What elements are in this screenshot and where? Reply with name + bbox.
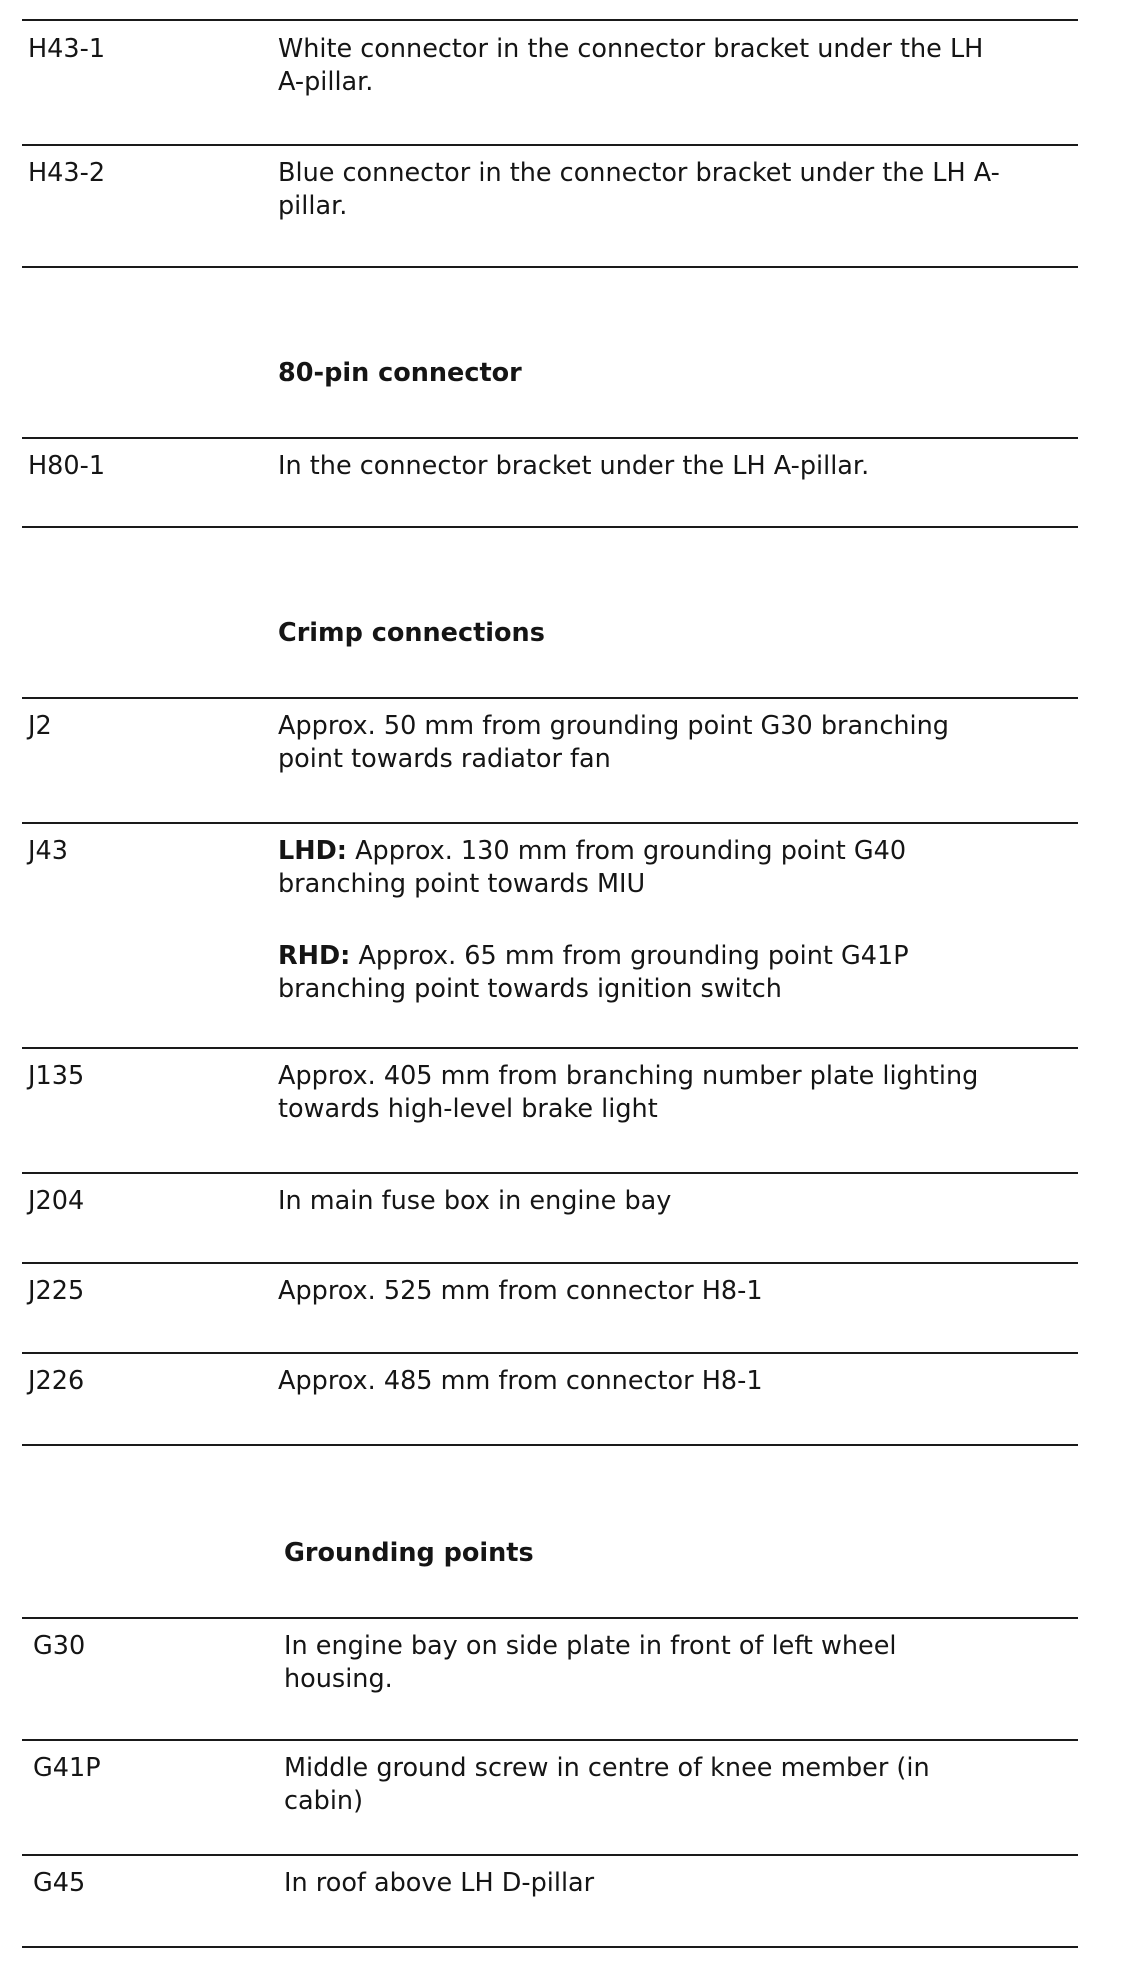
row-description-line: branching point towards ignition switch	[278, 974, 782, 1004]
table-rule	[22, 266, 1078, 268]
table-rule	[22, 1172, 1078, 1174]
table-rule	[22, 526, 1078, 528]
row-description-line: towards high-level brake light	[278, 1094, 658, 1124]
table-rule	[22, 1047, 1078, 1049]
row-code: J43	[28, 836, 68, 866]
table-rule	[22, 1854, 1078, 1856]
row-description-line: housing.	[284, 1664, 393, 1694]
table-rule	[22, 144, 1078, 146]
rhd-text: Approx. 65 mm from grounding point G41P	[350, 941, 909, 971]
section-heading: 80-pin connector	[278, 358, 522, 388]
table-rule	[22, 1352, 1078, 1354]
row-description-line: Approx. 485 mm from connector H8-1	[278, 1366, 763, 1396]
section-heading: Grounding points	[284, 1538, 534, 1568]
row-description-line: branching point towards MIU	[278, 869, 646, 899]
row-description-line	[278, 940, 909, 973]
row-code: J2	[28, 711, 52, 741]
row-description-line: In engine bay on side plate in front of left wheel	[284, 1631, 897, 1661]
row-code: J135	[28, 1061, 85, 1091]
row-description-line: Approx. 525 mm from connector H8-1	[278, 1276, 763, 1306]
row-description-line: Blue connector in the connector bracket under the LH A-	[278, 158, 1000, 188]
lhd-label: LHD:	[278, 836, 347, 866]
row-description-line: Approx. 405 mm from branching number plate lighting	[278, 1061, 979, 1091]
table-rule	[22, 437, 1078, 439]
table-rule	[22, 822, 1078, 824]
row-code: J204	[28, 1186, 85, 1216]
lhd-text: Approx. 130 mm from grounding point G40	[346, 836, 907, 866]
row-description-line: cabin)	[284, 1786, 364, 1816]
row-code: J226	[28, 1366, 85, 1396]
table-rule	[22, 19, 1078, 21]
row-code: J225	[28, 1276, 85, 1306]
row-code: H43-2	[28, 158, 106, 188]
table-rule	[22, 1262, 1078, 1264]
table-rule	[22, 697, 1078, 699]
row-description-line: In roof above LH D-pillar	[284, 1868, 595, 1898]
table-rule	[22, 1617, 1078, 1619]
row-code: G30	[33, 1631, 86, 1661]
row-code: H80-1	[28, 451, 106, 481]
row-description-line: White connector in the connector bracket under the LH	[278, 34, 984, 64]
row-description-line: In the connector bracket under the LH A-pillar.	[278, 451, 870, 481]
row-code: G45	[33, 1868, 86, 1898]
row-description-line: pillar.	[278, 191, 348, 221]
table-rule	[22, 1444, 1078, 1446]
table-rule	[22, 1946, 1078, 1948]
row-code: G41P	[33, 1753, 101, 1783]
row-description-line: A-pillar.	[278, 67, 374, 97]
row-description-line: Approx. 50 mm from grounding point G30 branching	[278, 711, 949, 741]
row-description-line: point towards radiator fan	[278, 744, 611, 774]
row-description-line: Middle ground screw in centre of knee member (in	[284, 1753, 930, 1783]
row-description-line: In main fuse box in engine bay	[278, 1186, 672, 1216]
rhd-label: RHD:	[278, 941, 351, 971]
row-description-line	[278, 835, 906, 868]
row-code: H43-1	[28, 34, 106, 64]
section-heading: Crimp connections	[278, 618, 545, 648]
table-rule	[22, 1739, 1078, 1741]
